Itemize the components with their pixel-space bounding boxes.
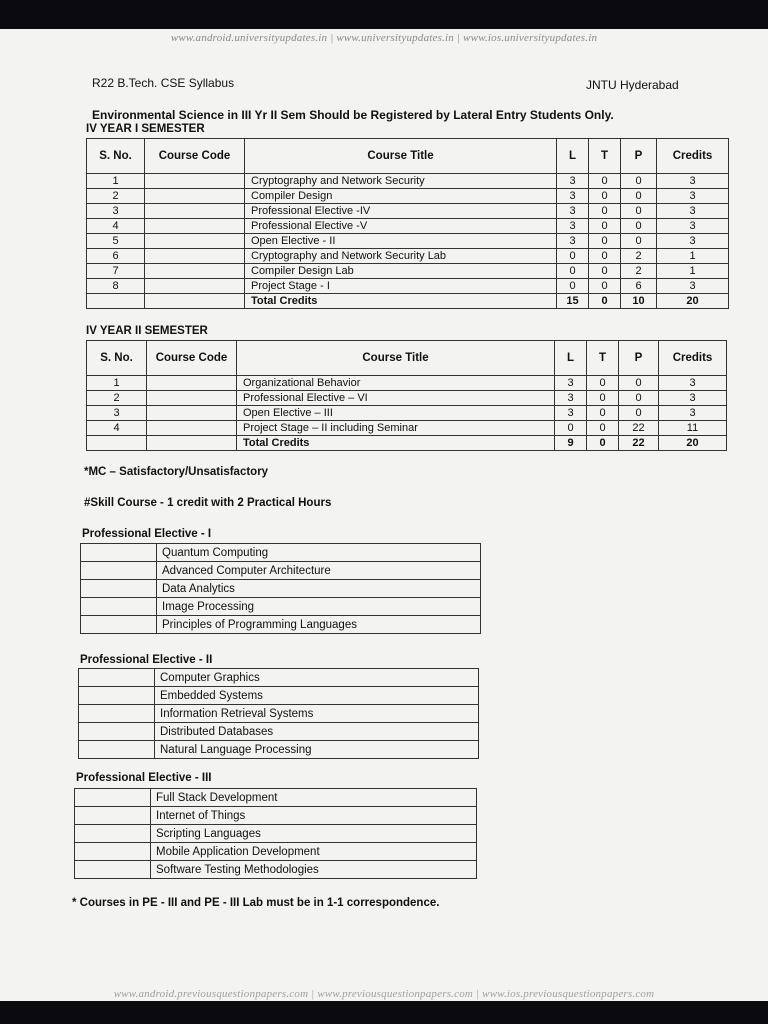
cell-p: 0: [619, 376, 659, 391]
watermark-top: www.android.universityupdates.in | www.universityupdates.in | www.ios.universityupdates.in: [170, 32, 598, 44]
cell-title: Professional Elective – VI: [237, 391, 555, 406]
table-row: [87, 421, 727, 436]
cell-p: 0: [621, 204, 657, 219]
col-course-title: Course Title: [245, 139, 557, 174]
cell-sno: 1: [87, 174, 145, 189]
list-item: [81, 598, 481, 616]
sem1-course-table: [86, 138, 729, 309]
list-item: [79, 741, 479, 759]
empty-cell: [81, 616, 157, 634]
cell-code: [145, 234, 245, 249]
list-item: [75, 861, 477, 879]
total-l: 15: [557, 294, 589, 309]
cell-t: 0: [589, 174, 621, 189]
table-row: [87, 279, 729, 294]
pe2-label: Professional Elective - II: [80, 654, 213, 666]
elective-course-name: Mobile Application Development: [151, 843, 477, 861]
list-item: [81, 562, 481, 580]
cell-t: 0: [587, 421, 619, 436]
sem2-course-table: [86, 340, 727, 451]
cell-sno: 7: [87, 264, 145, 279]
col-l: L: [557, 139, 589, 174]
cell-sno: 3: [87, 406, 147, 421]
cell-l: 3: [555, 406, 587, 421]
cell-credits: 3: [657, 189, 729, 204]
cell-code: [145, 174, 245, 189]
syllabus-title: R22 B.Tech. CSE Syllabus: [92, 76, 235, 90]
empty-cell: [81, 580, 157, 598]
cell-p: 0: [619, 406, 659, 421]
list-item: [75, 843, 477, 861]
table-row: [87, 264, 729, 279]
skill-course-note: #Skill Course - 1 credit with 2 Practical Hours: [84, 497, 332, 509]
cell-t: 0: [589, 234, 621, 249]
col-course-code: Course Code: [145, 139, 245, 174]
sem2-label: IV YEAR II SEMESTER: [86, 325, 208, 337]
empty-cell: [145, 294, 245, 309]
total-credits-row: [87, 294, 729, 309]
elective-course-name: Image Processing: [157, 598, 481, 616]
empty-cell: [79, 705, 155, 723]
cell-credits: 3: [659, 391, 727, 406]
list-item: [79, 705, 479, 723]
table-row: [87, 249, 729, 264]
cell-credits: 3: [657, 204, 729, 219]
total-credits: 20: [659, 436, 727, 451]
table-row: [87, 391, 727, 406]
cell-code: [147, 376, 237, 391]
table-row: [87, 406, 727, 421]
cell-title: Project Stage – II including Seminar: [237, 421, 555, 436]
elective-course-name: Full Stack Development: [151, 789, 477, 807]
cell-credits: 1: [657, 249, 729, 264]
elective-course-name: Information Retrieval Systems: [155, 705, 479, 723]
cell-l: 3: [557, 204, 589, 219]
cell-title: Compiler Design Lab: [245, 264, 557, 279]
cell-t: 0: [587, 391, 619, 406]
cell-p: 22: [619, 421, 659, 436]
elective-course-name: Internet of Things: [151, 807, 477, 825]
col-p: P: [619, 341, 659, 376]
total-title: Total Credits: [245, 294, 557, 309]
empty-cell: [75, 807, 151, 825]
cell-p: 0: [619, 391, 659, 406]
col-course-title: Course Title: [237, 341, 555, 376]
elective-course-name: Quantum Computing: [157, 544, 481, 562]
cell-title: Cryptography and Network Security: [245, 174, 557, 189]
cell-sno: 2: [87, 189, 145, 204]
cell-title: Professional Elective -V: [245, 219, 557, 234]
empty-cell: [81, 562, 157, 580]
table-row: [87, 376, 727, 391]
cell-t: 0: [589, 204, 621, 219]
cell-l: 3: [557, 189, 589, 204]
cell-code: [147, 406, 237, 421]
table-row: [87, 234, 729, 249]
empty-cell: [81, 544, 157, 562]
total-credits-row: [87, 436, 727, 451]
university-name: JNTU Hyderabad: [586, 78, 679, 92]
cell-code: [145, 279, 245, 294]
cell-title: Cryptography and Network Security Lab: [245, 249, 557, 264]
cell-p: 2: [621, 264, 657, 279]
empty-cell: [79, 687, 155, 705]
cell-title: Organizational Behavior: [237, 376, 555, 391]
list-item: [81, 580, 481, 598]
cell-t: 0: [589, 219, 621, 234]
cell-title: Professional Elective -IV: [245, 204, 557, 219]
list-item: [75, 825, 477, 843]
col-l: L: [555, 341, 587, 376]
cell-credits: 3: [659, 376, 727, 391]
cell-title: Project Stage - I: [245, 279, 557, 294]
elective-course-name: Software Testing Methodologies: [151, 861, 477, 879]
mc-note: *MC – Satisfactory/Unsatisfactory: [84, 466, 269, 478]
pe2-table: [78, 668, 479, 759]
top-black-bar: [0, 0, 768, 29]
empty-cell: [87, 436, 147, 451]
col-t: T: [587, 341, 619, 376]
total-p: 10: [621, 294, 657, 309]
empty-cell: [147, 436, 237, 451]
empty-cell: [81, 598, 157, 616]
cell-t: 0: [589, 249, 621, 264]
table-row: [87, 204, 729, 219]
total-title: Total Credits: [237, 436, 555, 451]
lateral-entry-notice: Environmental Science in III Yr II Sem Should be Registered by Lateral Entry Students Only.: [92, 108, 614, 122]
elective-course-name: Distributed Databases: [155, 723, 479, 741]
watermark-bottom: www.android.previousquestionpapers.com | www.previousquestionpapers.com | www.ios.previousquestionpapers.com: [113, 988, 655, 1000]
elective-course-name: Data Analytics: [157, 580, 481, 598]
cell-code: [145, 249, 245, 264]
cell-title: Open Elective - II: [245, 234, 557, 249]
pe1-label: Professional Elective - I: [82, 528, 212, 540]
total-p: 22: [619, 436, 659, 451]
list-item: [79, 723, 479, 741]
table-header-row: [87, 341, 727, 376]
list-item: [75, 807, 477, 825]
cell-p: 0: [621, 189, 657, 204]
cell-code: [147, 391, 237, 406]
cell-p: 0: [621, 234, 657, 249]
col-course-code: Course Code: [147, 341, 237, 376]
cell-l: 3: [555, 376, 587, 391]
col-t: T: [589, 139, 621, 174]
cell-l: 0: [557, 264, 589, 279]
cell-code: [145, 189, 245, 204]
empty-cell: [75, 789, 151, 807]
cell-credits: 3: [659, 406, 727, 421]
list-item: [79, 669, 479, 687]
cell-l: 3: [557, 219, 589, 234]
col-sno: S. No.: [87, 139, 145, 174]
table-header-row: [87, 139, 729, 174]
empty-cell: [75, 861, 151, 879]
cell-code: [145, 264, 245, 279]
elective-course-name: Scripting Languages: [151, 825, 477, 843]
cell-p: 0: [621, 174, 657, 189]
empty-cell: [87, 294, 145, 309]
pe-correspondence-footnote: * Courses in PE - III and PE - III Lab must be in 1-1 correspondence.: [72, 897, 440, 909]
total-l: 9: [555, 436, 587, 451]
list-item: [81, 616, 481, 634]
col-credits: Credits: [657, 139, 729, 174]
sem1-label: IV YEAR I SEMESTER: [86, 123, 205, 135]
elective-course-name: Principles of Programming Languages: [157, 616, 481, 634]
empty-cell: [79, 723, 155, 741]
cell-p: 0: [621, 219, 657, 234]
cell-l: 0: [557, 249, 589, 264]
empty-cell: [75, 825, 151, 843]
list-item: [79, 687, 479, 705]
cell-sno: 8: [87, 279, 145, 294]
elective-course-name: Computer Graphics: [155, 669, 479, 687]
empty-cell: [79, 741, 155, 759]
cell-code: [147, 421, 237, 436]
cell-p: 6: [621, 279, 657, 294]
cell-sno: 4: [87, 421, 147, 436]
table-row: [87, 189, 729, 204]
col-sno: S. No.: [87, 341, 147, 376]
cell-sno: 1: [87, 376, 147, 391]
cell-sno: 2: [87, 391, 147, 406]
cell-t: 0: [589, 279, 621, 294]
elective-course-name: Advanced Computer Architecture: [157, 562, 481, 580]
cell-sno: 4: [87, 219, 145, 234]
cell-sno: 5: [87, 234, 145, 249]
cell-credits: 3: [657, 174, 729, 189]
table-row: [87, 219, 729, 234]
cell-t: 0: [587, 406, 619, 421]
total-t: 0: [589, 294, 621, 309]
table-row: [87, 174, 729, 189]
cell-code: [145, 219, 245, 234]
col-credits: Credits: [659, 341, 727, 376]
cell-l: 0: [557, 279, 589, 294]
cell-credits: 3: [657, 234, 729, 249]
list-item: [81, 544, 481, 562]
cell-l: 3: [557, 234, 589, 249]
cell-sno: 6: [87, 249, 145, 264]
total-credits: 20: [657, 294, 729, 309]
cell-credits: 1: [657, 264, 729, 279]
cell-code: [145, 204, 245, 219]
list-item: [75, 789, 477, 807]
cell-l: 3: [557, 174, 589, 189]
cell-credits: 3: [657, 219, 729, 234]
cell-l: 3: [555, 391, 587, 406]
pe3-table: [74, 788, 477, 879]
cell-credits: 11: [659, 421, 727, 436]
pe1-table: [80, 543, 481, 634]
total-t: 0: [587, 436, 619, 451]
cell-p: 2: [621, 249, 657, 264]
elective-course-name: Embedded Systems: [155, 687, 479, 705]
cell-title: Compiler Design: [245, 189, 557, 204]
cell-t: 0: [589, 189, 621, 204]
cell-title: Open Elective – III: [237, 406, 555, 421]
pe3-label: Professional Elective - III: [76, 772, 212, 784]
cell-sno: 3: [87, 204, 145, 219]
cell-credits: 3: [657, 279, 729, 294]
empty-cell: [79, 669, 155, 687]
cell-t: 0: [587, 376, 619, 391]
bottom-black-bar: [0, 1001, 768, 1024]
col-p: P: [621, 139, 657, 174]
elective-course-name: Natural Language Processing: [155, 741, 479, 759]
cell-l: 0: [555, 421, 587, 436]
cell-t: 0: [589, 264, 621, 279]
empty-cell: [75, 843, 151, 861]
